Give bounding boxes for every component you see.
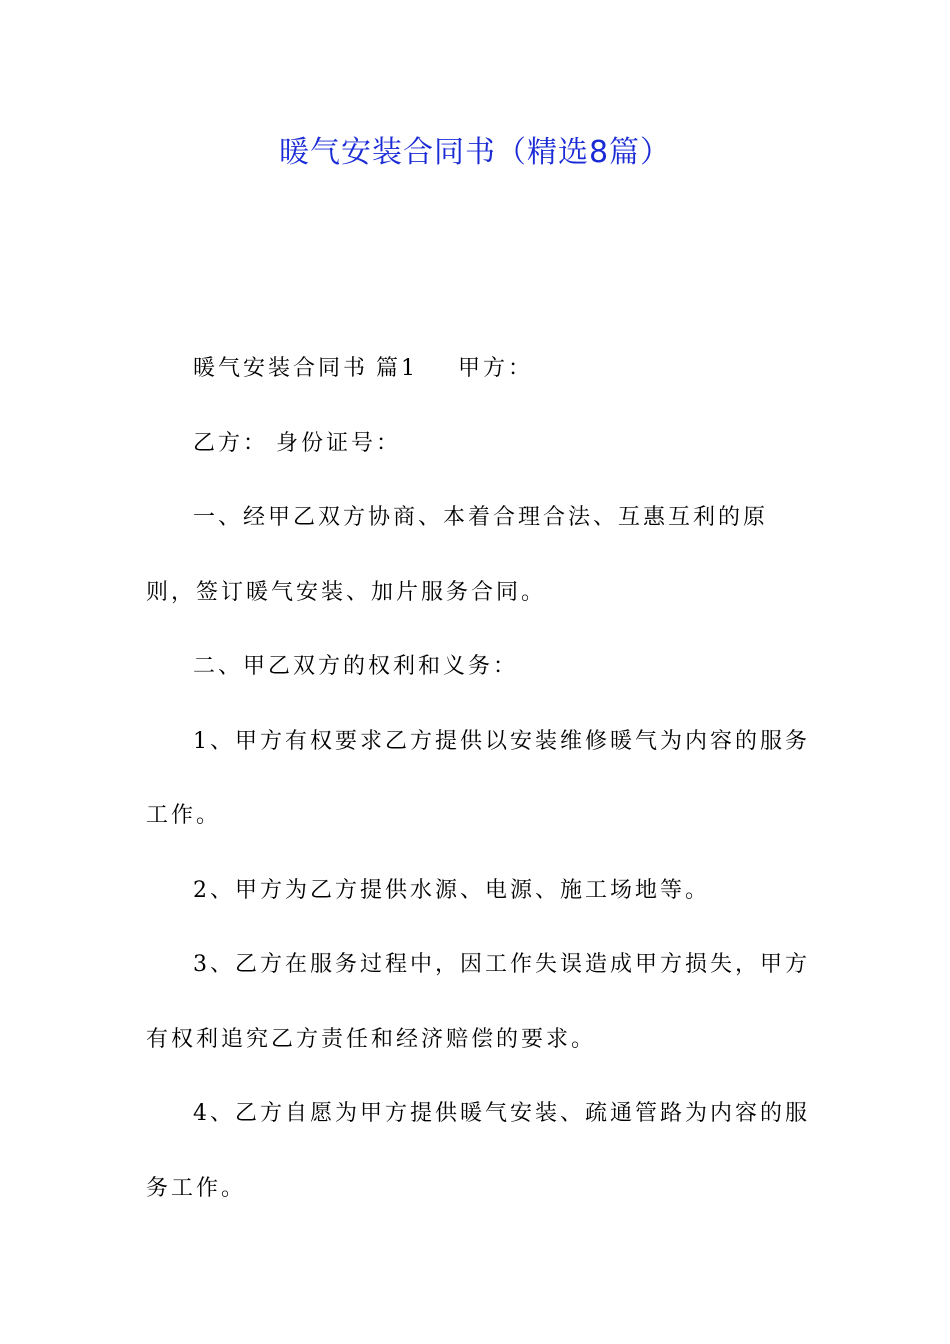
paragraph-clause-3: 3、乙方在服务过程中，因工作失误造成甲方损失，甲方有权利追究乙方责任和经济赔偿的要求。 — [146, 952, 810, 1052]
paragraph-clause-1: 1、甲方有权要求乙方提供以安装维修暖气为内容的服务工作。 — [146, 728, 810, 828]
section-label: 暖气安装合同书 — [193, 356, 369, 381]
paragraph-clause-4: 4、乙方自愿为甲方提供暖气安装、疏通管路为内容的服务工作。 — [146, 1101, 810, 1201]
heading-line — [146, 332, 816, 407]
paragraph-rights-heading: 二、甲乙双方的权利和义务： — [193, 654, 519, 679]
paragraph-clause-2: 2、甲方为乙方提供水源、电源、施工场地等。 — [193, 877, 710, 903]
party-b-line — [146, 407, 816, 482]
id-number-label: 身份证号： — [276, 430, 402, 456]
party-a-label: 甲方： — [458, 356, 534, 381]
document-body — [146, 332, 816, 1226]
document-title: 暖气安装合同书（精选8篇） — [278, 135, 672, 170]
part-label: 篇1 — [376, 356, 419, 381]
paragraph-principle: 一、经甲乙双方协商、本着合理合法、互惠互利的原则，签订暖气安装、加片服务合同。 — [146, 505, 769, 605]
party-b-label: 乙方： — [193, 430, 269, 456]
